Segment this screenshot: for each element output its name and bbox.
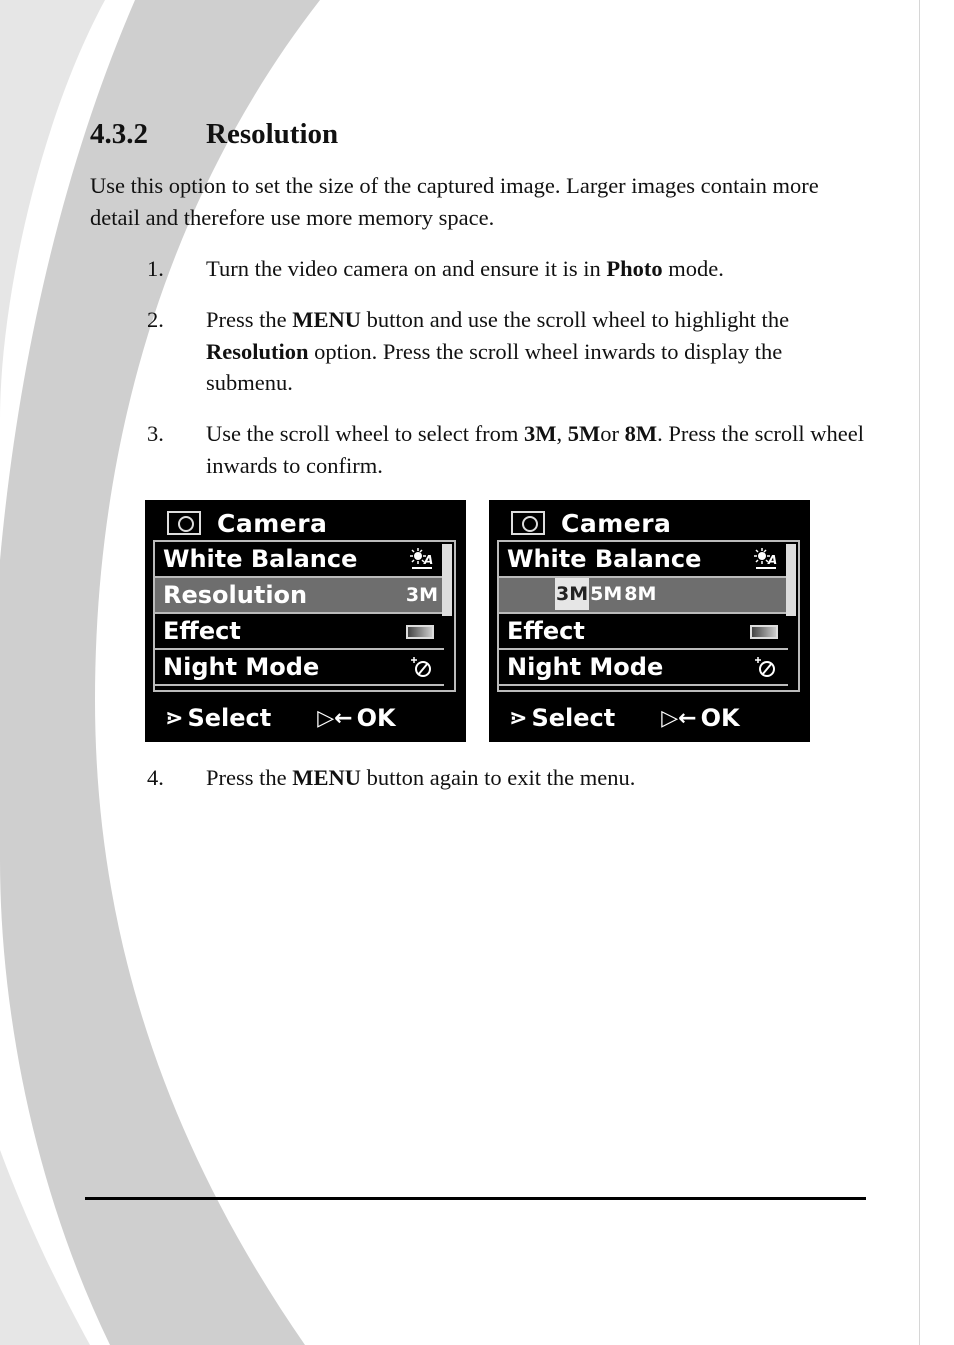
- intro-paragraph: Use this option to set the size of the captured image. Larger images contain more detail and therefore use more memory space.: [90, 173, 819, 230]
- section-number: 4.3.2: [90, 118, 148, 150]
- step-number: 1.: [147, 256, 164, 281]
- screen-title: Camera: [561, 508, 672, 538]
- footer-select-label: Select: [531, 704, 616, 732]
- resolution-submenu-row: [499, 578, 788, 614]
- step-text: Use the scroll wheel to select from 3M, 5Mor 8M. Press the scroll wheel inwards to confirm.: [206, 421, 864, 478]
- submenu-option-3m: 3M: [555, 578, 589, 610]
- submenu-option-5m: 5M: [590, 583, 623, 605]
- scroll-wheel-icon: ⋗: [509, 705, 528, 731]
- resolution-submenu-options: [555, 578, 657, 610]
- menu-list: [497, 540, 800, 692]
- scroll-wheel-icon: ⋗: [165, 705, 184, 731]
- white-balance-auto-icon: [410, 548, 434, 570]
- menu-item-night-mode: Night Mode: [155, 650, 444, 686]
- night-mode-off-icon: [410, 656, 434, 678]
- section-title: Resolution: [206, 118, 339, 150]
- camera-icon: [511, 511, 545, 535]
- submenu-option-8m: 8M: [624, 583, 657, 605]
- screen-title: Camera: [217, 508, 328, 538]
- svg-text:A: A: [768, 553, 778, 567]
- screen-title-row: [167, 508, 327, 538]
- footer-rule: [85, 1197, 866, 1200]
- menu-item-night-mode: Night Mode: [499, 650, 788, 686]
- svg-text:A: A: [424, 553, 434, 567]
- menu-item-resolution: Resolution 3M: [155, 578, 444, 614]
- effect-icon: [750, 625, 778, 639]
- menu-item-effect: Effect: [499, 614, 788, 650]
- menu-scrollbar: [786, 544, 796, 616]
- night-mode-off-icon: [754, 656, 778, 678]
- footer-ok-label: OK: [356, 704, 396, 732]
- resolution-value: 3M: [405, 584, 438, 606]
- section-heading: [90, 118, 338, 151]
- press-wheel-icon: ▷←: [661, 705, 697, 731]
- screen-footer: [165, 704, 396, 732]
- menu-item-white-balance: White Balance A: [499, 542, 788, 578]
- footer-select-label: Select: [187, 704, 272, 732]
- step-text: Press the MENU button and use the scroll wheel to highlight the Resolution option. Press the scroll wheel inwards to display the submenu.: [206, 307, 790, 395]
- menu-item-effect: Effect: [155, 614, 444, 650]
- menu-scrollbar: [442, 544, 452, 616]
- footer-ok-label: OK: [700, 704, 740, 732]
- step-number: 3.: [147, 421, 164, 446]
- camera-icon: [167, 511, 201, 535]
- menu-item-white-balance: White Balance A: [155, 542, 444, 578]
- step-number: 4.: [147, 765, 164, 790]
- step-number: 2.: [147, 307, 164, 332]
- camera-menu-screenshot-2: [489, 500, 810, 742]
- screen-title-row: [511, 508, 671, 538]
- camera-menu-screenshot-1: [145, 500, 466, 742]
- press-wheel-icon: ▷←: [317, 705, 353, 731]
- menu-list: [153, 540, 456, 692]
- effect-icon: [406, 625, 434, 639]
- white-balance-auto-icon: [754, 548, 778, 570]
- step-text: Press the MENU button again to exit the menu.: [206, 765, 636, 790]
- step-text: Turn the video camera on and ensure it is in Photo mode.: [206, 256, 724, 281]
- screen-footer: [509, 704, 740, 732]
